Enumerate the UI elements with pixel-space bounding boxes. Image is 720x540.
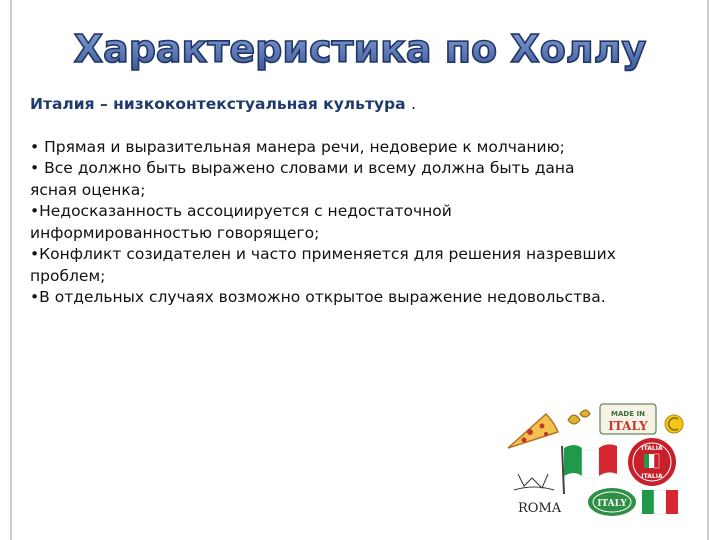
italy-stamp [588, 488, 636, 516]
stamp-text: ITALY [597, 499, 627, 509]
lead-text: Италия – низкоконтекстуальная культура [30, 95, 406, 113]
bullet-text: Все должно быть выражено словами и всему должна быть дана ясная оценка; [30, 159, 575, 199]
lead-suffix: . [411, 95, 416, 113]
title-text: Характеристика по Холлу [73, 27, 647, 71]
sketch-doodle-icon [514, 474, 554, 490]
bullet-text: В отдельных случаях возможно открытое выражение недовольства. [39, 288, 606, 306]
euro-coin-icon [665, 415, 683, 433]
bullet-icon: • [30, 245, 40, 263]
seal-bottom-text: ITALIA [641, 473, 663, 480]
bullet-icon: • [30, 288, 40, 306]
bullet-icon: • [30, 202, 40, 220]
italian-flag-icon [642, 490, 678, 514]
content [30, 94, 620, 309]
pizza-slice-icon [508, 414, 558, 448]
badge-made-in-text: MADE IN [611, 410, 645, 418]
list-item [30, 201, 620, 244]
seal-top-text: ITALIA [641, 445, 663, 452]
waving-flag-icon [562, 444, 617, 494]
bullet-list [30, 137, 620, 309]
ornament-icon [568, 410, 590, 424]
bullet-icon: • [30, 159, 40, 177]
list-item [30, 137, 620, 159]
bullet-text: Прямая и выразительная манера речи, недоверие к молчанию; [39, 137, 565, 156]
made-in-italy-badge [600, 404, 656, 434]
bullet-text: Конфликт созидателен и часто применяется для решения назревших проблем; [30, 245, 616, 285]
list-item [30, 244, 620, 287]
badge-italy-text: ITALY [608, 419, 648, 433]
list-item [30, 287, 620, 309]
roma-text: ROMA [518, 501, 562, 516]
slide-title [0, 18, 720, 78]
left-border-line [10, 0, 12, 540]
italy-collage [500, 398, 700, 523]
collage-svg [500, 398, 700, 523]
right-border-line [707, 0, 709, 540]
lead-line [30, 94, 620, 116]
list-item [30, 158, 620, 201]
bullet-icon: • [30, 137, 40, 156]
italia-seal [628, 438, 676, 486]
title-svg [0, 18, 720, 78]
bullet-text: Недосказанность ассоциируется с недостаточной информированностью говорящего; [30, 202, 452, 242]
